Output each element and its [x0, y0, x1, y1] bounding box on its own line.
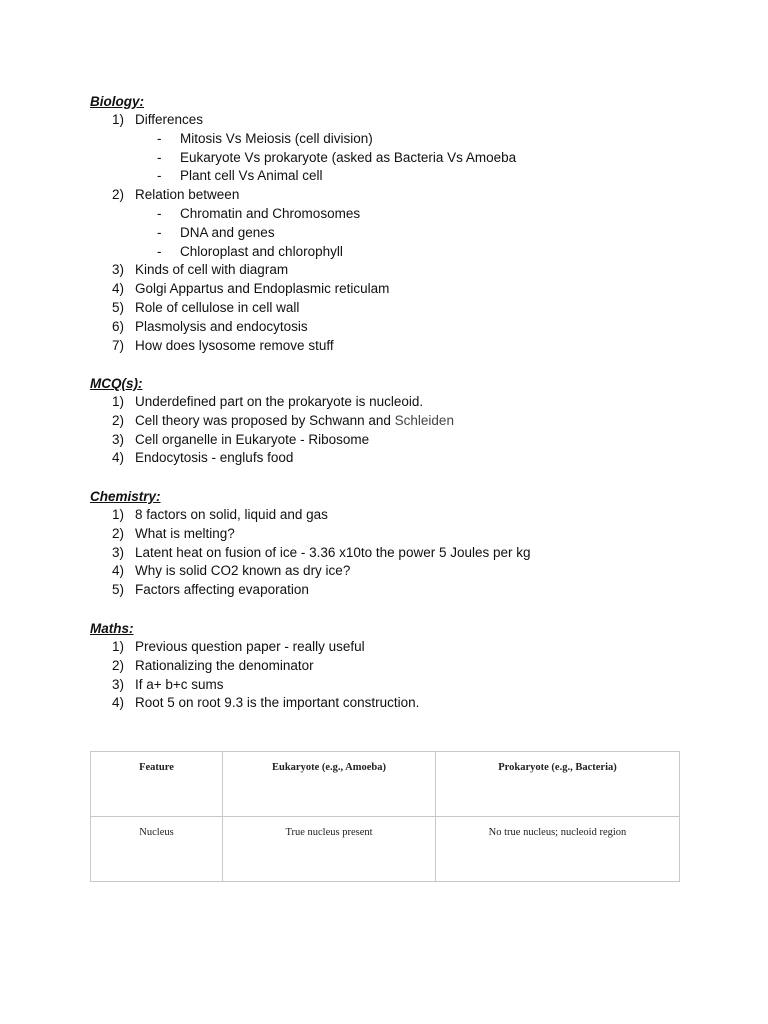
sub-list-item: - Mitosis Vs Meiosis (cell division) — [157, 130, 373, 146]
list-item: 1) Underdefined part on the prokaryote is nucleoid. — [112, 394, 424, 409]
list-item: 2) Rationalizing the denominator — [112, 657, 314, 673]
list-item: 3) Latent heat on fusion of ice - 3.36 x10to the power 5 Joules per kg — [112, 544, 531, 560]
table-header-row — [91, 752, 680, 817]
sub-list-item: - Chromatin and Chromosomes — [157, 205, 361, 221]
chemistry-section — [90, 487, 730, 600]
mcq-heading: MCQ(s): — [90, 376, 143, 391]
table-row — [91, 817, 680, 882]
list-item: 7) How does lysosome remove stuff — [112, 337, 334, 353]
list-item: 3) Kinds of cell with diagram — [112, 262, 289, 278]
list-item: 5) Factors affecting evaporation — [112, 582, 309, 598]
list-item: 1) Differences — [112, 112, 204, 127]
list-item: 3) If a+ b+c sums — [112, 676, 224, 692]
sub-list-item: - Eukaryote Vs prokaryote (asked as Bacteria Vs Amoeba — [157, 149, 517, 165]
maths-section — [90, 619, 730, 713]
list-item: 1) Previous question paper - really useful — [112, 639, 365, 654]
sub-list-item: - DNA and genes — [157, 224, 275, 240]
list-item: 4) Endocytosis - englufs food — [112, 450, 294, 466]
list-item: 2) What is melting? — [112, 525, 235, 541]
chemistry-heading: Chemistry: — [90, 489, 161, 504]
list-item: 6) Plasmolysis and endocytosis — [112, 318, 308, 334]
biology-heading: Biology: — [90, 94, 144, 109]
table-header-cell: Feature — [91, 752, 223, 817]
list-item: 4) Golgi Appartus and Endoplasmic reticulam — [112, 281, 390, 297]
list-item: 4) Root 5 on root 9.3 is the important construction. — [112, 695, 420, 711]
list-item: 5) Role of cellulose in cell wall — [112, 299, 300, 315]
table-cell: True nucleus present — [223, 817, 436, 882]
list-item: 2) Cell theory was proposed by Schwann and Schleiden — [112, 412, 454, 428]
list-item: 2) Relation between — [112, 187, 240, 203]
sub-list-item: - Chloroplast and chlorophyll — [157, 243, 343, 259]
table-header-cell: Prokaryote (e.g., Bacteria) — [436, 752, 680, 817]
list-item: 4) Why is solid CO2 known as dry ice? — [112, 563, 351, 579]
list-item: 1) 8 factors on solid, liquid and gas — [112, 507, 328, 522]
sub-list-item: - Plant cell Vs Animal cell — [157, 168, 323, 184]
mcq-section — [90, 374, 730, 468]
table-header-cell: Eukaryote (e.g., Amoeba) — [223, 752, 436, 817]
comparison-table — [90, 751, 680, 882]
table-cell: Nucleus — [91, 817, 223, 882]
table-cell: No true nucleus; nucleoid region — [436, 817, 680, 882]
maths-heading: Maths: — [90, 621, 134, 636]
list-item: 3) Cell organelle in Eukaryote - Ribosome — [112, 431, 370, 447]
biology-section — [90, 92, 730, 355]
